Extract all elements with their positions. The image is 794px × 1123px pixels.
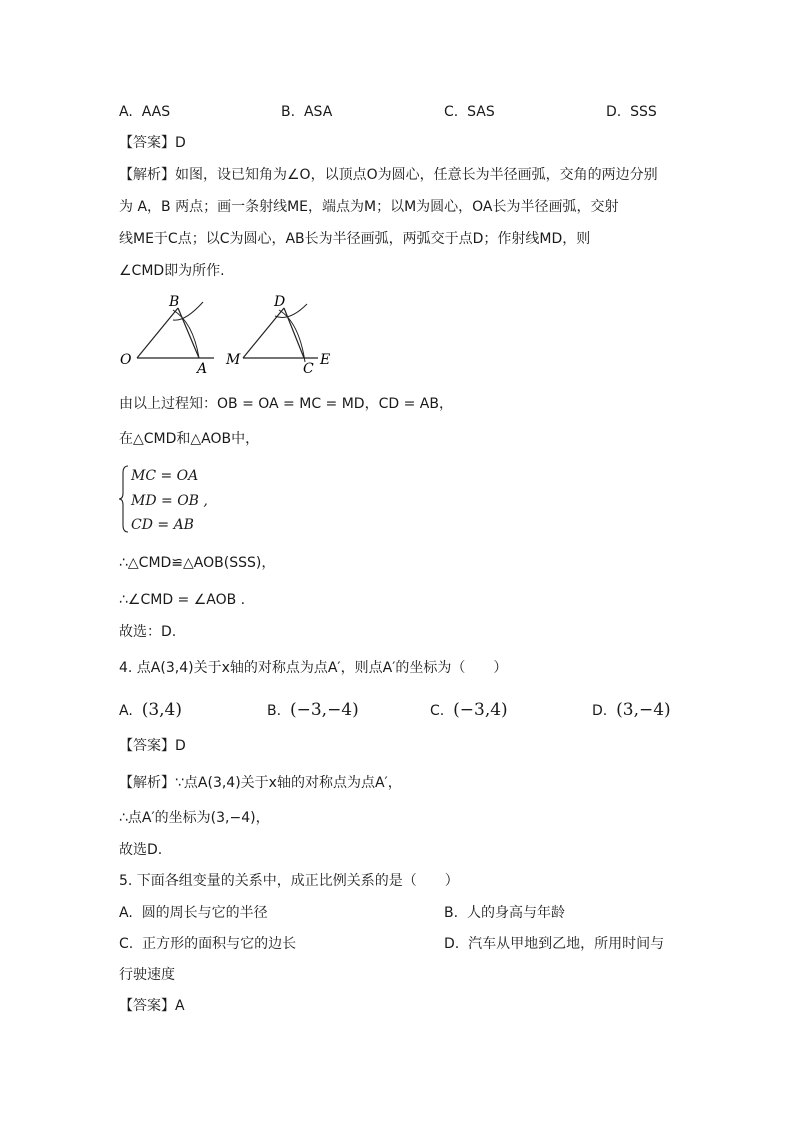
option-text: ASA — [303, 104, 333, 120]
left-brace — [119, 465, 129, 533]
answer-value: D — [175, 738, 186, 754]
ray-ob — [137, 308, 178, 358]
q4-analysis-line-2: ∴点A′的坐标为(3,−4)， — [119, 810, 270, 826]
option-letter: B. — [281, 104, 296, 120]
q4-option-b — [267, 700, 359, 721]
answer-value: A — [175, 998, 185, 1014]
option-letter: B. — [444, 905, 459, 921]
label-e: E — [320, 352, 331, 368]
option-letter: C. — [444, 104, 459, 120]
q5-stem: 5. 下面各组变量的关系中，成正比例关系的是（ ） — [119, 873, 459, 889]
option-letter: A. — [119, 905, 133, 921]
option-text: AAS — [141, 104, 171, 120]
q3-conclusion-2: ∴∠CMD = ∠AOB . — [119, 592, 246, 608]
q3-conclusion-3: 故选：D. — [119, 624, 177, 640]
q3-option-a — [119, 102, 170, 122]
system-eq-1: MC = OA — [131, 468, 199, 484]
label-a: A — [197, 361, 208, 377]
option-text: (3,−4) — [616, 700, 671, 720]
answer-tag: 【答案】 — [119, 998, 175, 1014]
q3-analysis-line-4: ∠CMD即为所作. — [119, 263, 225, 279]
q5-option-a — [119, 903, 268, 923]
option-text: 汽车从甲地到乙地，所用时间与 — [468, 936, 665, 952]
option-text: 正方形的面积与它的边长 — [142, 936, 297, 952]
option-text: 人的身高与年龄 — [466, 905, 565, 921]
label-d: D — [274, 294, 286, 310]
q3-analysis-line-2: 为 A，B 两点；画一条射线ME，端点为M；以M为圆心，OA长为半径画弧，交射 — [119, 199, 619, 215]
q4-analysis-line-1 — [119, 773, 402, 793]
ray-md — [243, 308, 284, 358]
q3-analysis-line-1 — [119, 165, 658, 185]
q3-answer — [119, 133, 186, 153]
label-b: B — [169, 294, 180, 310]
q3-analysis-line-3: 线ME于C点；以C为圆心，AB长为半径画弧，两弧交于点D；作射线MD，则 — [119, 231, 591, 247]
q5-option-c — [119, 934, 296, 954]
label-c: C — [303, 361, 314, 377]
analysis-text: ∵点A(3,4)关于x轴的对称点为点A′， — [175, 775, 402, 791]
q4-option-c — [430, 700, 508, 721]
angle-construction-figure — [115, 292, 345, 377]
q5-option-d — [444, 934, 664, 954]
q4-analysis-line-3: 故选D. — [119, 842, 163, 858]
option-letter: A. — [119, 703, 133, 719]
q3-option-c — [444, 102, 495, 122]
option-letter: D. — [592, 703, 608, 719]
option-letter: C. — [119, 936, 134, 952]
option-letter: A. — [119, 104, 133, 120]
q4-stem: 4. 点A(3,4)关于x轴的对称点为点A′，则点A′的坐标为（ ） — [119, 660, 508, 676]
q4-option-a — [119, 700, 182, 721]
q5-answer — [119, 996, 185, 1016]
q3-option-b — [281, 102, 332, 122]
option-letter: D. — [606, 104, 622, 120]
q3-step-2: 在△CMD和△AOB中， — [119, 431, 260, 447]
option-text: (−3,4) — [453, 700, 508, 720]
q4-option-d — [592, 700, 671, 721]
option-text: SAS — [467, 104, 495, 120]
answer-tag: 【答案】 — [119, 135, 175, 151]
q5-option-b — [444, 903, 565, 923]
analysis-tag: 【解析】 — [119, 775, 175, 791]
label-m: M — [226, 352, 241, 368]
option-letter: B. — [267, 703, 282, 719]
option-letter: C. — [430, 703, 445, 719]
option-text: (−3,−4) — [289, 700, 359, 720]
q3-step-1: 由以上过程知：OB = OA = MC = MD，CD = AB， — [119, 396, 453, 412]
system-eq-2: MD = OB , — [131, 493, 208, 509]
segment-cd — [284, 308, 304, 358]
analysis-text: 如图，设已知角为∠O，以顶点O为圆心，任意长为半径画弧，交角的两边分别 — [175, 167, 658, 183]
q3-conclusion-1: ∴△CMD≌△AOB(SSS)， — [119, 555, 276, 571]
option-letter: D. — [444, 936, 460, 952]
label-o: O — [120, 352, 132, 368]
q5-option-d-continuation: 行驶速度 — [119, 967, 175, 983]
answer-value: D — [175, 135, 186, 151]
analysis-tag: 【解析】 — [119, 167, 175, 183]
option-text: SSS — [630, 104, 657, 120]
q3-option-d — [606, 102, 657, 122]
option-text: 圆的周长与它的半径 — [141, 905, 268, 921]
q4-answer — [119, 736, 186, 756]
answer-tag: 【答案】 — [119, 738, 175, 754]
option-text: (3,4) — [141, 700, 182, 720]
system-eq-3: CD = AB — [131, 517, 194, 533]
